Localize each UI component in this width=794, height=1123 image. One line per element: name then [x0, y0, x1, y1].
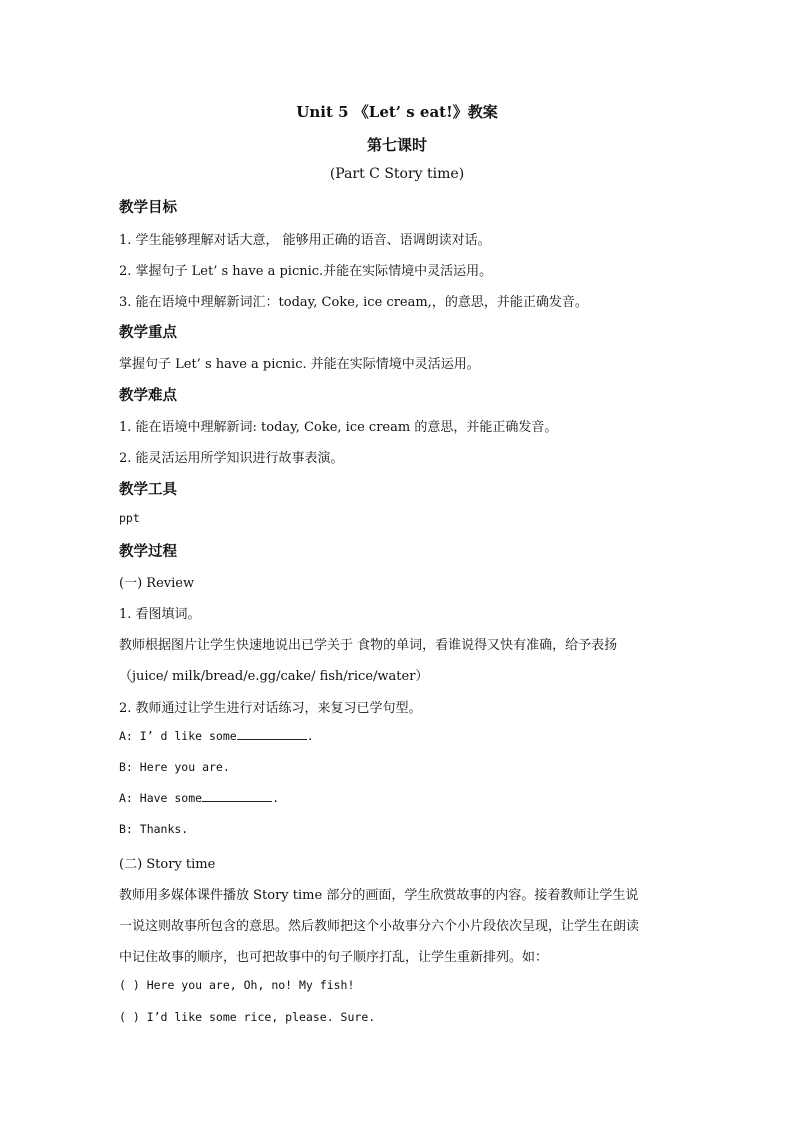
step-2: 2. 教师通过让学生进行对话练习，来复习已学句型。 — [119, 701, 422, 716]
step-1-description: 教师根据图片让学生快速地说出已学关于 食物的单词，看谁说得又快有准确，给予表扬 — [119, 638, 618, 653]
heading-key-points: 教学重点 — [119, 324, 177, 341]
dialogue-line-2: B: Here you are. — [119, 760, 230, 774]
document-title: Unit 5 《Let’ s eat!》教案 — [296, 103, 498, 121]
step-1: 1. 看图填词。 — [119, 607, 201, 622]
dialogue-line-3: A: Have some . — [119, 791, 280, 805]
story-paragraph-line-2: 一说这则故事所包含的意思。然后教师把这个小故事分六个小片段依次呈现，让学生在朗读 — [119, 919, 640, 934]
objective-3: 3. 能在语境中理解新词汇：today, Coke, ice cream,，的意思，并能正确发音。 — [119, 295, 588, 310]
heading-process: 教学过程 — [119, 543, 177, 560]
section-review: (一) Review — [119, 576, 195, 591]
objective-1: 1. 学生能够理解对话大意， 能够用正确的语音、语调朗读对话。 — [119, 233, 491, 248]
objective-2: 2. 掌握句子 Let’ s have a picnic.并能在实际情境中灵活运用。 — [119, 264, 493, 279]
dialogue-line-1: A: I’ d like some . — [119, 729, 314, 743]
fill-blank — [237, 729, 307, 740]
section-story-time: (二) Story time — [119, 857, 216, 872]
difficulty-1: 1. 能在语境中理解新词: today, Coke, ice cream 的意思，并能正确发音。 — [119, 420, 558, 435]
heading-tools: 教学工具 — [119, 481, 177, 498]
heading-difficulties: 教学难点 — [119, 387, 177, 404]
dialogue-line-3-text: A: Have some — [119, 791, 203, 805]
heading-objectives: 教学目标 — [119, 199, 177, 216]
lesson-number: 第七课时 — [366, 136, 427, 154]
order-item-2: ( ) I’d like some rice, please. Sure. — [119, 1010, 376, 1024]
key-point-1: 掌握句子 Let’ s have a picnic. 并能在实际情境中灵活运用。 — [119, 357, 480, 372]
fill-blank — [202, 791, 272, 802]
story-paragraph-line-3: 中记住故事的顺序，也可把故事中的句子顺序打乱，让学生重新排列。如： — [119, 950, 549, 965]
story-paragraph-line-1: 教师用多媒体课件播放 Story time 部分的画面，学生欣赏故事的内容。接着教师让学生说 — [119, 888, 639, 903]
tools-text: ppt — [119, 511, 140, 525]
order-item-1: ( ) Here you are, Oh, no! My fish! — [119, 978, 355, 992]
dialogue-line-1-text: A: I’ d like some — [119, 729, 237, 743]
step-1-words: （juice/ milk/bread/e.gg/cake/ fish/rice/water） — [119, 669, 429, 684]
dialogue-line-4: B: Thanks. — [119, 822, 189, 836]
part-subtitle: (Part C Story time) — [329, 166, 465, 182]
difficulty-2: 2. 能灵活运用所学知识进行故事表演。 — [119, 451, 344, 466]
